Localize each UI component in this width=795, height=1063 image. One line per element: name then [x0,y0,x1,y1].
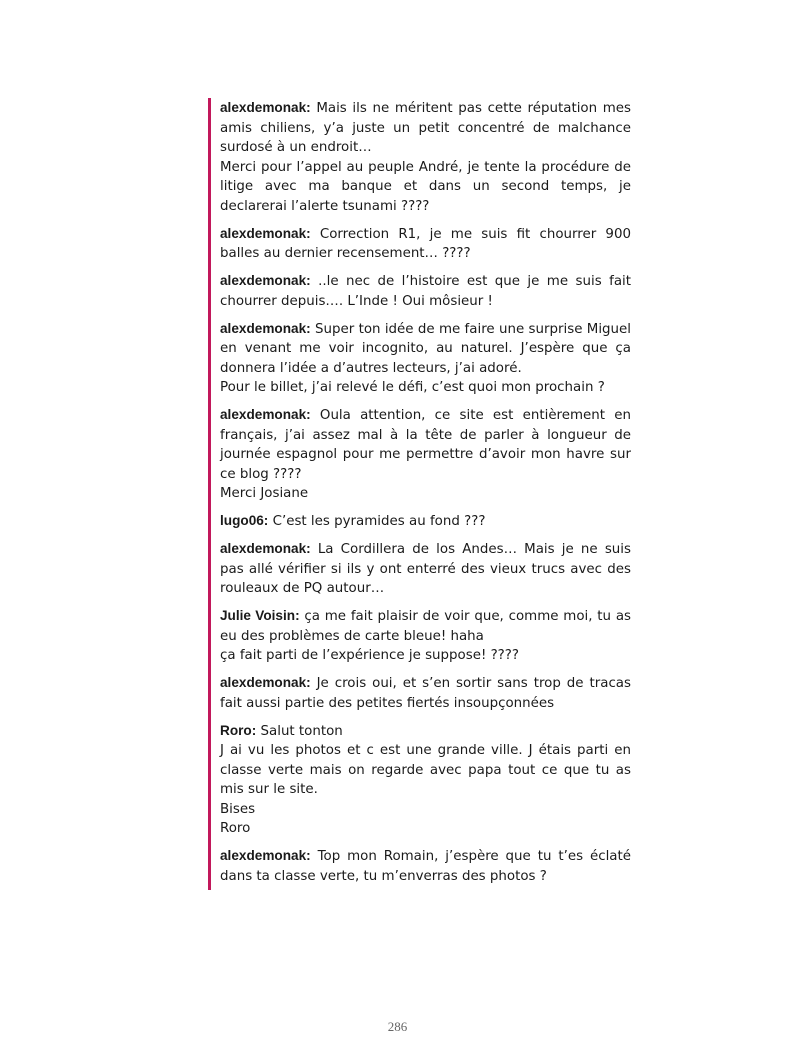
comment-text: ..le nec de l’histoire est que je me suis fait chourrer depuis…. L’Inde ! Oui môsieur ! [220,274,631,309]
comment [220,405,631,504]
page-number: 286 [387,1019,408,1034]
comment [220,846,631,886]
comment-text: Oula attention, ce site est entièrement en français, j’ai assez mal à la tête de parler à longueur de journée espagnol pour me permettre d’avoir mon havre sur ce blog ???? [220,408,631,482]
comment-text: C’est les pyramides au fond ??? [272,514,486,529]
comment-author: alexdemonak: [220,273,311,288]
comment-text: Merci Josiane [220,486,309,501]
comment-author: alexdemonak: [220,541,311,556]
comment-text: Je crois oui, et s’en sortir sans trop de tracas fait aussi partie des petites fiertés insoupçonnées [220,676,631,711]
comment-thread [208,98,631,890]
comment-text: La Cordillera de los Andes… Mais je ne suis pas allé vérifier si ils y ont enterré des vieux trucs avec des rouleaux de PQ autour… [220,542,631,596]
comment [220,271,631,311]
comment-text: Pour le billet, j’ai relevé le défi, c’est quoi mon prochain ? [220,380,605,395]
comment [220,673,631,713]
comment-author: alexdemonak: [220,320,311,336]
comment-author: alexdemonak: [220,675,311,690]
comment-text: Correction R1, je me suis fit chourrer 900 balles au dernier recensement… ???? [220,226,631,261]
comment-text: Top mon Romain, j’espère que tu t’es éclaté dans ta classe verte, tu m’enverras des photos ? [220,849,631,884]
comment [220,319,631,398]
comment [220,721,631,839]
comment [220,606,631,666]
comment [220,224,631,264]
comment-text: Mais ils ne méritent pas cette réputation mes amis chiliens, y’a juste un petit concentré de malchance surdosé à un endroit… [220,101,631,155]
comment-author: alexdemonak: [220,407,311,422]
comment-author: lugo06: [220,513,269,528]
comment-text: Salut tonton [260,723,343,739]
comment-text: Bises [220,801,256,817]
comment-author: alexdemonak: [220,225,311,241]
comment-text: Merci pour l’appel au peuple André, je tente la procédure de litige avec ma banque et dans un second temps, je declarerai l’alerte tsunami ???? [220,159,631,214]
comment [220,539,631,599]
comment-text: Super ton idée de me faire une surprise Miguel en venant me voir incognito, au naturel. J’espère que ça donnera l’idée a d’autres lecteurs, j’ai adoré. [220,321,631,376]
comment [220,511,631,532]
comment-author: alexdemonak: [220,100,311,115]
comment-author: Roro: [220,722,257,738]
comment-text: J ai vu les photos et c est une grande ville. J étais parti en classe verte mais on regarde avec papa tout ce que tu as mis sur le site. [220,743,631,797]
comment-text: ça fait parti de l’expérience je suppose! ???? [220,648,519,663]
comment [220,98,631,216]
comment-author: Julie Voisin: [220,608,300,623]
comment-text: ça me fait plaisir de voir que, comme moi, tu as eu des problèmes de carte bleue! haha [220,609,632,644]
comment-author: alexdemonak: [220,848,311,863]
comment-text: Roro [220,821,251,836]
